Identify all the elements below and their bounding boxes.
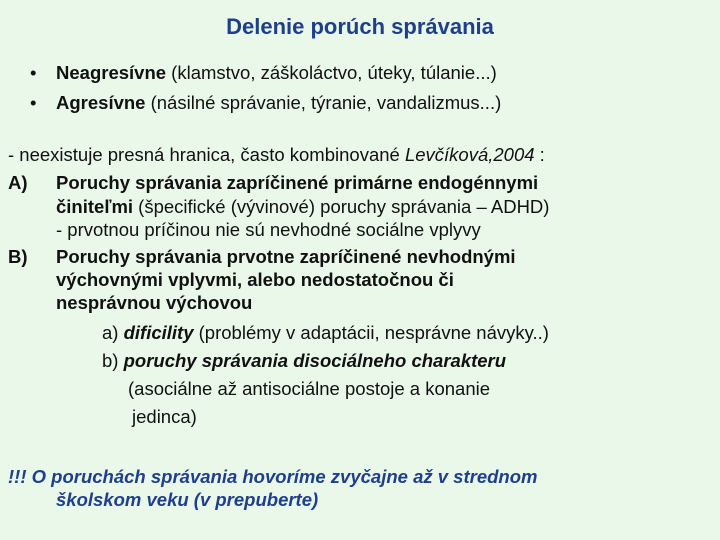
bullet-text: (klamstvo, záškoláctvo, úteky, túlanie...) [166,62,497,83]
intro-end: : [534,144,545,165]
bullet-icon: • [30,92,37,113]
note-line1: !!! O poruchách správania hovoríme zvyčajne až v strednom [8,466,538,487]
point-a-term: činiteľmi [56,196,134,217]
sub-a-desc: (problémy v adaptácii, nesprávne návyky..) [193,322,549,343]
bullet-item-nonaggressive [30,58,501,88]
intro-line [8,144,545,166]
bullet-term: Agresívne [56,92,146,113]
point-b-line3: nesprávnou výchovou [56,292,253,313]
sub-a-prefix: a) [102,322,124,343]
note-line2: školskom veku (v prepuberte) [56,489,319,510]
point-b-line2: výchovnými vplyvmi, alebo nedostatočnou či [56,269,454,290]
bullet-term: Neagresívne [56,62,167,83]
sub-b-prefix: b) [102,350,124,371]
sub-a-term: dificility [123,322,194,343]
sub-point-b [102,350,506,372]
sub-point-a [102,322,549,344]
point-a-line3: - prvotnou príčinou nie sú nevhodné sociálne vplyvy [56,219,481,240]
point-a-line1: Poruchy správania zapríčinené primárne endogénnymi [56,172,539,193]
point-a-marker: A) [8,172,28,193]
point-a-desc: (špecifické (vývinové) poruchy správania – ADHD) [133,196,550,217]
point-b-line1: Poruchy správania prvotne zapríčinené nevhodnými [56,246,516,267]
point-a-line2 [56,196,549,218]
slide-title: Delenie porúch správania [226,14,494,39]
intro-text: - neexistuje presná hranica, často kombinované [8,144,405,165]
sub-b-desc-line2: jedinca) [132,406,197,427]
sub-b-term: poruchy správania disociálneho charakteru [123,350,507,371]
bullet-list [30,58,501,118]
bullet-item-aggressive [30,88,501,118]
bullet-icon: • [30,62,37,83]
sub-b-desc-line1: (asociálne až antisociálne postoje a konanie [128,378,491,399]
citation: Levčíková,2004 [404,144,535,165]
point-b-marker: B) [8,246,28,267]
bullet-text: (násilné správanie, týranie, vandalizmus...) [145,92,502,113]
